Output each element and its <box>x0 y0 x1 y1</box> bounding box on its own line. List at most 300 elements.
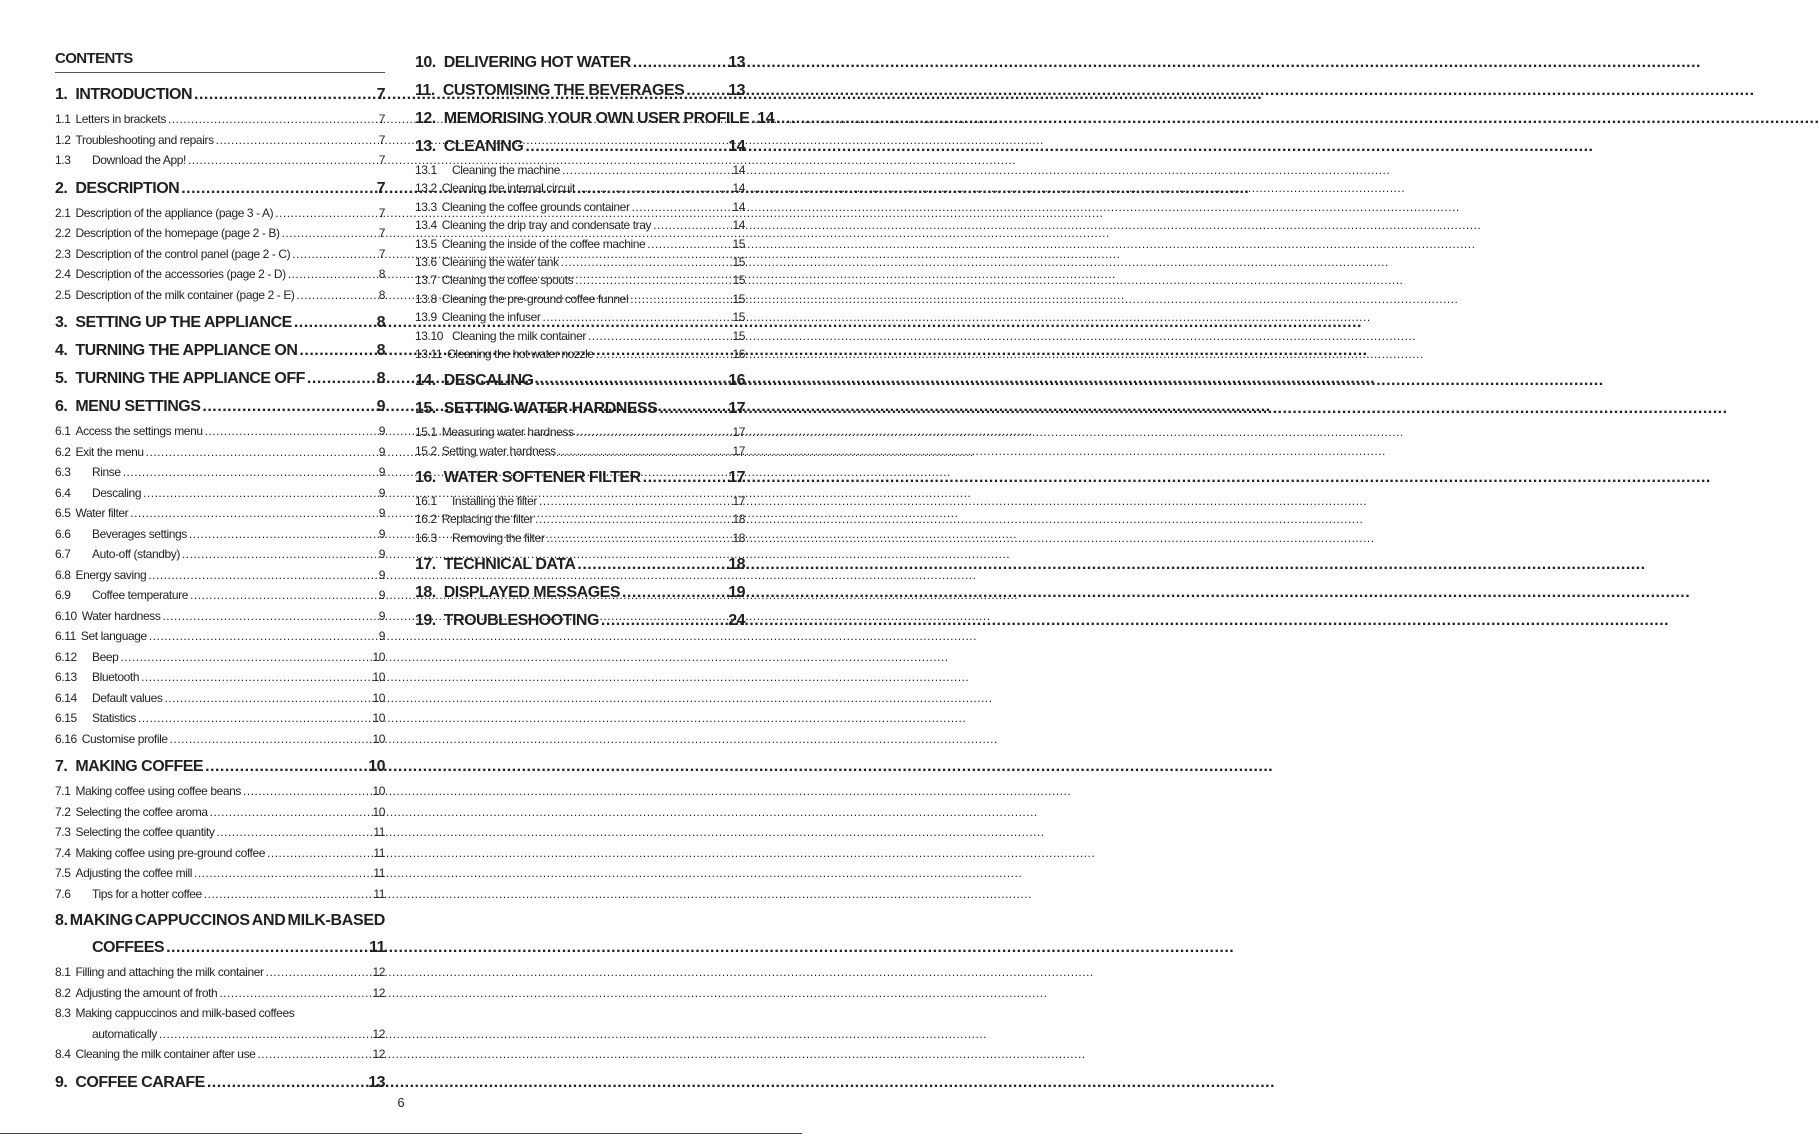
toc-item[interactable] <box>55 442 385 463</box>
toc-heading[interactable] <box>55 393 385 421</box>
toc-page: 10 <box>372 731 385 746</box>
dot-leader <box>182 544 377 565</box>
toc-page: 15 <box>732 236 745 251</box>
dot-leader <box>138 708 370 729</box>
dot-leader <box>588 327 730 345</box>
toc-item[interactable] <box>55 962 385 983</box>
dot-leader <box>546 529 730 547</box>
toc-item[interactable] <box>415 510 745 528</box>
toc-page: 9 <box>378 526 385 541</box>
toc-heading[interactable] <box>415 367 745 395</box>
toc-page: 10 <box>372 649 385 664</box>
dot-leader <box>525 133 726 161</box>
dot-leader <box>159 1024 371 1045</box>
toc-label: Cleaning the milk container after use <box>75 1047 256 1061</box>
dot-leader <box>205 753 366 781</box>
dot-leader <box>686 77 726 105</box>
toc-label: CUSTOMISING THE BEVERAGES <box>442 82 685 99</box>
toc-page: 12 <box>372 985 385 1000</box>
toc-item[interactable] <box>55 647 385 668</box>
dot-leader <box>219 983 370 1004</box>
toc-num: 6.16 <box>55 731 77 746</box>
toc-label: Cleaning the milk container <box>452 328 586 343</box>
dot-leader <box>282 223 377 244</box>
toc-item[interactable] <box>55 708 385 729</box>
toc-label: Cleaning the infuser <box>441 310 541 325</box>
toc-page: 7 <box>378 132 385 147</box>
toc-label: Making cappuccinos and milk-based coffees <box>75 1006 295 1020</box>
toc-item[interactable] <box>55 244 385 265</box>
toc-page: 8 <box>378 287 385 302</box>
dot-leader <box>294 309 375 337</box>
toc-label: Description of the homepage (page 2 - B) <box>75 226 280 240</box>
toc-label: Troubleshooting and repairs <box>75 132 214 147</box>
toc-heading[interactable] <box>415 49 745 77</box>
toc-num: 15. <box>415 400 436 418</box>
dot-leader <box>149 626 377 647</box>
toc-label: Bluetooth <box>92 670 140 684</box>
toc-num: 2.2 <box>55 226 71 240</box>
toc-page: 7 <box>378 205 385 220</box>
toc-num: 18. <box>415 584 436 602</box>
dot-leader <box>194 81 375 109</box>
toc-num: 6.1 <box>55 424 71 438</box>
toc-label: DISPLAYED MESSAGES <box>443 584 620 602</box>
dot-leader <box>181 175 374 203</box>
toc-item[interactable] <box>55 421 385 442</box>
toc-list <box>55 962 385 1003</box>
toc-page: 13 <box>368 1073 385 1091</box>
toc-num: 13.7 <box>415 273 437 288</box>
toc-num: 13.9 <box>415 310 437 325</box>
dot-leader <box>630 290 730 308</box>
toc-num: 2.4 <box>55 267 71 281</box>
dot-leader <box>647 235 730 253</box>
toc-item[interactable] <box>415 161 745 179</box>
toc-heading[interactable] <box>415 77 745 105</box>
toc-page: 15 <box>732 254 745 269</box>
toc-num: 7. <box>55 758 68 775</box>
toc-num: 13.4 <box>415 218 437 233</box>
toc-item[interactable] <box>415 235 745 253</box>
toc-num: 4. <box>55 342 68 359</box>
toc-num: 2.5 <box>55 287 71 302</box>
dot-leader <box>194 863 371 884</box>
toc-heading[interactable] <box>415 607 745 635</box>
toc-num: 1.3 <box>55 153 71 167</box>
toc-label: Auto-off (standby) <box>92 547 180 561</box>
toc-num: 16.3 <box>415 530 437 545</box>
toc-label: DELIVERING HOT WATER <box>443 54 631 71</box>
toc-num: 2.1 <box>55 205 71 220</box>
toc-item[interactable] <box>55 667 385 688</box>
toc-item[interactable] <box>55 983 385 1004</box>
toc-num: 10. <box>415 54 436 71</box>
toc-label: Download the App! <box>92 153 186 167</box>
toc-label: Exit the menu <box>75 444 144 459</box>
toc-num: 6.4 <box>55 485 71 500</box>
toc-page: 9 <box>378 506 385 520</box>
dot-leader <box>190 585 377 606</box>
dot-leader <box>577 551 726 579</box>
dot-leader <box>622 579 726 607</box>
toc-num: 13.3 <box>415 199 437 214</box>
toc-item[interactable] <box>55 524 385 545</box>
toc-num: 13.1 <box>415 163 437 177</box>
dot-leader <box>297 285 377 306</box>
dot-leader <box>146 442 377 463</box>
toc-page: 11 <box>373 866 385 880</box>
toc-item[interactable] <box>55 1044 385 1065</box>
dot-leader <box>535 367 726 395</box>
toc-label: Set language <box>80 629 147 643</box>
toc-word: MAKING <box>69 912 133 929</box>
toc-label: MENU SETTINGS <box>75 398 201 415</box>
dot-leader <box>204 884 372 905</box>
toc-page: 7 <box>376 86 385 103</box>
dot-leader <box>205 421 377 442</box>
toc-num: 5. <box>55 370 68 387</box>
toc-heading[interactable] <box>415 579 745 607</box>
contents-title: CONTENTS <box>55 50 385 73</box>
toc-num: 6.14 <box>55 690 77 705</box>
toc-page: 8 <box>376 370 385 387</box>
toc-page: 18 <box>732 512 745 527</box>
dot-leader <box>168 109 377 130</box>
toc-item[interactable] <box>415 290 745 308</box>
toc-label: Customise profile <box>81 731 168 746</box>
dot-leader <box>189 524 377 545</box>
toc-item[interactable] <box>55 483 385 504</box>
dot-leader <box>275 203 377 224</box>
toc-page: 9 <box>378 608 385 623</box>
toc-heading[interactable] <box>415 464 745 492</box>
toc-label: Removing the filter <box>452 530 545 545</box>
toc-num: 1. <box>55 86 68 103</box>
toc-heading[interactable] <box>415 395 745 423</box>
page-number: 6 <box>397 1095 405 1110</box>
toc-heading[interactable] <box>55 81 385 109</box>
toc-item[interactable] <box>415 179 745 197</box>
dot-leader <box>148 565 376 586</box>
toc-page: 7 <box>378 226 385 240</box>
toc-label: Water hardness <box>81 608 161 623</box>
toc-num: 7.3 <box>55 825 71 839</box>
toc-item[interactable] <box>55 565 385 586</box>
toc-heading[interactable] <box>55 365 385 393</box>
toc-num: 6.7 <box>55 547 71 561</box>
dot-leader <box>633 49 726 77</box>
toc-left-column <box>55 50 385 1097</box>
toc-page: 10 <box>372 670 385 684</box>
toc-label: Tips for a hotter coffee <box>92 886 202 901</box>
toc-label: Beverages settings <box>92 526 187 541</box>
toc-list <box>415 49 775 635</box>
toc-num: 8.2 <box>55 985 71 1000</box>
toc-page: 16 <box>732 346 745 361</box>
toc-item[interactable] <box>55 843 385 864</box>
toc-page: 17 <box>732 425 745 440</box>
toc-item[interactable] <box>55 863 385 884</box>
toc-heading[interactable] <box>415 133 745 161</box>
toc-item[interactable] <box>55 285 385 306</box>
toc-label: Cleaning the water tank <box>441 254 559 269</box>
toc-heading[interactable] <box>55 337 385 365</box>
toc-page: 14 <box>732 181 745 196</box>
toc-label: Making coffee using pre-ground coffee <box>75 845 266 860</box>
dot-leader <box>562 161 730 179</box>
toc-item[interactable] <box>415 308 745 326</box>
toc-item[interactable] <box>415 345 745 363</box>
toc-num: 8.3 <box>55 1006 71 1020</box>
toc-label: Coffee temperature <box>92 588 188 602</box>
toc-label: TECHNICAL DATA <box>443 556 576 574</box>
toc-num: 6.13 <box>55 670 77 684</box>
toc-item[interactable] <box>55 544 385 565</box>
toc-label: Cleaning the internal circuit <box>441 181 575 196</box>
toc-page: 16 <box>728 372 745 390</box>
toc-heading[interactable] <box>415 105 775 133</box>
toc-label: Default values <box>92 690 163 705</box>
toc-num: 13.8 <box>415 291 437 306</box>
toc-num: 8.1 <box>55 965 71 979</box>
toc-num: 7.4 <box>55 845 71 860</box>
toc-label: SETTING UP THE APPLIANCE <box>75 314 292 331</box>
toc-item[interactable] <box>415 198 745 216</box>
toc-item[interactable] <box>55 150 385 171</box>
toc-label: WATER SOFTENER FILTER <box>443 469 641 487</box>
dot-leader <box>632 198 731 216</box>
toc-list <box>55 1044 385 1097</box>
toc-page: 10 <box>372 804 385 819</box>
dot-leader <box>535 510 730 528</box>
toc-item[interactable] <box>415 529 745 547</box>
toc-label: Cleaning the machine <box>452 163 561 177</box>
toc-num: 12. <box>415 110 436 127</box>
dot-leader <box>188 150 377 171</box>
toc-page: 14 <box>732 163 745 177</box>
toc-page: 7 <box>378 246 385 261</box>
toc-item[interactable] <box>415 253 745 271</box>
toc-label: Cleaning the coffee spouts <box>441 273 574 288</box>
toc-page: 17 <box>732 494 745 509</box>
toc-label: Descaling <box>92 485 142 500</box>
toc-item[interactable] <box>55 822 385 843</box>
toc-num: 13. <box>415 138 436 155</box>
toc-item[interactable] <box>55 802 385 823</box>
toc-num: 6. <box>55 398 68 415</box>
dot-leader <box>292 244 376 265</box>
dot-leader <box>659 395 726 423</box>
dot-leader <box>596 345 731 363</box>
toc-item[interactable] <box>55 606 385 627</box>
toc-label: SETTING WATER HARDNESS <box>443 400 658 418</box>
toc-page: 9 <box>378 629 385 643</box>
toc-heading-8-cont[interactable] <box>55 934 385 962</box>
toc-page: 9 <box>378 588 385 602</box>
toc-num: 1.2 <box>55 132 71 147</box>
toc-heading-8[interactable] <box>55 908 385 934</box>
dot-leader <box>561 253 731 271</box>
toc-page: 11 <box>373 825 385 839</box>
dot-leader <box>216 130 377 151</box>
toc-item[interactable] <box>55 503 385 524</box>
toc-word: AND <box>251 912 286 929</box>
toc-label: Measuring water hardness <box>441 425 574 440</box>
toc-item[interactable] <box>415 423 745 441</box>
toc-label: Setting water hardness <box>441 443 556 458</box>
toc-page: 11 <box>373 886 385 901</box>
dot-leader <box>576 423 731 441</box>
toc-item[interactable] <box>55 109 385 130</box>
toc-num: 6.2 <box>55 444 71 459</box>
dot-leader <box>288 264 377 285</box>
toc-label: Cleaning the hot water nozzle <box>447 346 594 361</box>
dot-leader <box>575 271 730 289</box>
toc-item-8-3[interactable] <box>55 1003 385 1024</box>
dot-leader <box>141 667 370 688</box>
toc-page: 15 <box>732 310 745 325</box>
toc-list <box>55 81 385 904</box>
toc-page: 14 <box>728 138 745 155</box>
toc-label: Beep <box>92 649 119 664</box>
toc-num: 16.1 <box>415 494 437 509</box>
toc-num: 6.12 <box>55 649 77 664</box>
toc-page: 10 <box>368 758 385 775</box>
toc-item[interactable] <box>55 884 385 905</box>
toc-heading[interactable] <box>55 753 385 781</box>
toc-page: 13 <box>728 82 745 99</box>
toc-page: 9 <box>378 465 385 479</box>
toc-page: 12 <box>372 1026 385 1041</box>
dot-leader <box>243 781 370 802</box>
dot-leader <box>266 962 371 983</box>
toc-page: 9 <box>378 567 385 582</box>
toc-label: Cleaning the coffee grounds container <box>441 199 630 214</box>
dot-leader <box>307 365 375 393</box>
toc-page: 18 <box>732 530 745 545</box>
toc-page: 10 <box>372 711 385 725</box>
toc-num: 7.6 <box>55 886 71 901</box>
toc-item[interactable] <box>55 729 385 750</box>
toc-page: 12 <box>372 965 385 979</box>
toc-page: 17 <box>728 400 745 418</box>
toc-label: Installing the filter <box>452 494 537 509</box>
toc-heading[interactable] <box>55 1069 385 1097</box>
toc-right-column <box>415 49 775 635</box>
dot-leader <box>170 729 371 750</box>
toc-item[interactable] <box>55 688 385 709</box>
toc-item[interactable] <box>55 626 385 647</box>
toc-page: 14 <box>732 199 745 214</box>
toc-num: 6.3 <box>55 465 71 479</box>
toc-num: 3. <box>55 314 68 331</box>
toc-num: 15.1 <box>415 425 437 440</box>
toc-label: Energy saving <box>75 567 147 582</box>
toc-label: MEMORISING YOUR OWN USER PROFILE <box>443 110 750 127</box>
toc-item[interactable] <box>415 271 745 289</box>
toc-num: 16.2 <box>415 512 437 527</box>
toc-label: Adjusting the amount of froth <box>75 985 218 1000</box>
dot-leader <box>143 483 377 504</box>
toc-item-8-3-cont[interactable] <box>55 1024 385 1045</box>
toc-label: Cleaning the inside of the coffee machine <box>441 236 646 251</box>
toc-item[interactable] <box>55 585 385 606</box>
toc-item[interactable] <box>415 492 745 510</box>
dot-leader <box>166 934 367 962</box>
toc-item[interactable] <box>55 462 385 483</box>
toc-page: 12 <box>372 1047 385 1061</box>
toc-item[interactable] <box>55 781 385 802</box>
toc-num: 13.2 <box>415 181 437 196</box>
toc-page: 11 <box>369 939 385 956</box>
toc-label: COFFEE CARAFE <box>75 1073 205 1091</box>
dot-leader <box>751 105 755 133</box>
toc-num: 6.11 <box>55 629 76 643</box>
toc-label: DESCALING <box>443 372 534 390</box>
dot-leader <box>558 442 731 460</box>
toc-num: 6.9 <box>55 588 71 602</box>
toc-num: 1.1 <box>55 112 71 126</box>
toc-label: COFFEES <box>92 939 165 956</box>
toc-heading[interactable] <box>415 551 745 579</box>
toc-label: Filling and attaching the milk container <box>75 965 264 979</box>
toc-label: Selecting the coffee aroma <box>75 804 208 819</box>
toc-page: 17 <box>732 443 745 458</box>
toc-item[interactable] <box>55 264 385 285</box>
toc-label: CLEANING <box>443 138 524 155</box>
toc-page: 15 <box>732 273 745 288</box>
toc-label: Cleaning the drip tray and condensate tray <box>441 218 652 233</box>
toc-label: Making coffee using coffee beans <box>75 784 242 798</box>
toc-label: Water filter <box>75 506 129 520</box>
toc-heading[interactable] <box>55 175 385 203</box>
toc-label: Rinse <box>92 465 121 479</box>
toc-item[interactable] <box>55 223 385 244</box>
toc-label: Selecting the coffee quantity <box>75 825 215 839</box>
toc-label: TURNING THE APPLIANCE OFF <box>75 370 305 387</box>
toc-page: 9 <box>376 398 385 415</box>
dot-leader <box>643 464 727 492</box>
dot-leader <box>653 216 730 234</box>
toc-heading[interactable] <box>55 309 385 337</box>
toc-label: Description of the accessories (page 2 - D) <box>75 267 286 281</box>
toc-num: 7.2 <box>55 804 71 819</box>
toc-label: INTRODUCTION <box>75 86 192 103</box>
toc-num: 13.11 <box>415 346 443 361</box>
toc-label: Adjusting the coffee mill <box>75 866 193 880</box>
toc-item[interactable] <box>55 203 385 224</box>
dot-leader <box>216 822 371 843</box>
toc-num: 15.2 <box>415 443 437 458</box>
toc-page: 18 <box>728 556 745 574</box>
toc-item[interactable] <box>415 442 745 460</box>
toc-item[interactable] <box>415 216 745 234</box>
toc-page: 7 <box>376 179 385 197</box>
toc-item[interactable] <box>55 130 385 151</box>
toc-page: 9 <box>378 444 385 459</box>
toc-page: 8 <box>376 314 385 331</box>
toc-label: Description of the milk container (page 2 - E) <box>75 287 295 302</box>
toc-page: 17 <box>728 469 745 487</box>
toc-label: Access the settings menu <box>75 424 203 438</box>
toc-page: 9 <box>378 424 385 438</box>
toc-page: 13 <box>728 54 745 71</box>
toc-item[interactable] <box>415 327 745 345</box>
toc-num: 14. <box>415 372 436 390</box>
dot-leader <box>601 607 726 635</box>
toc-num: 6.6 <box>55 526 71 541</box>
